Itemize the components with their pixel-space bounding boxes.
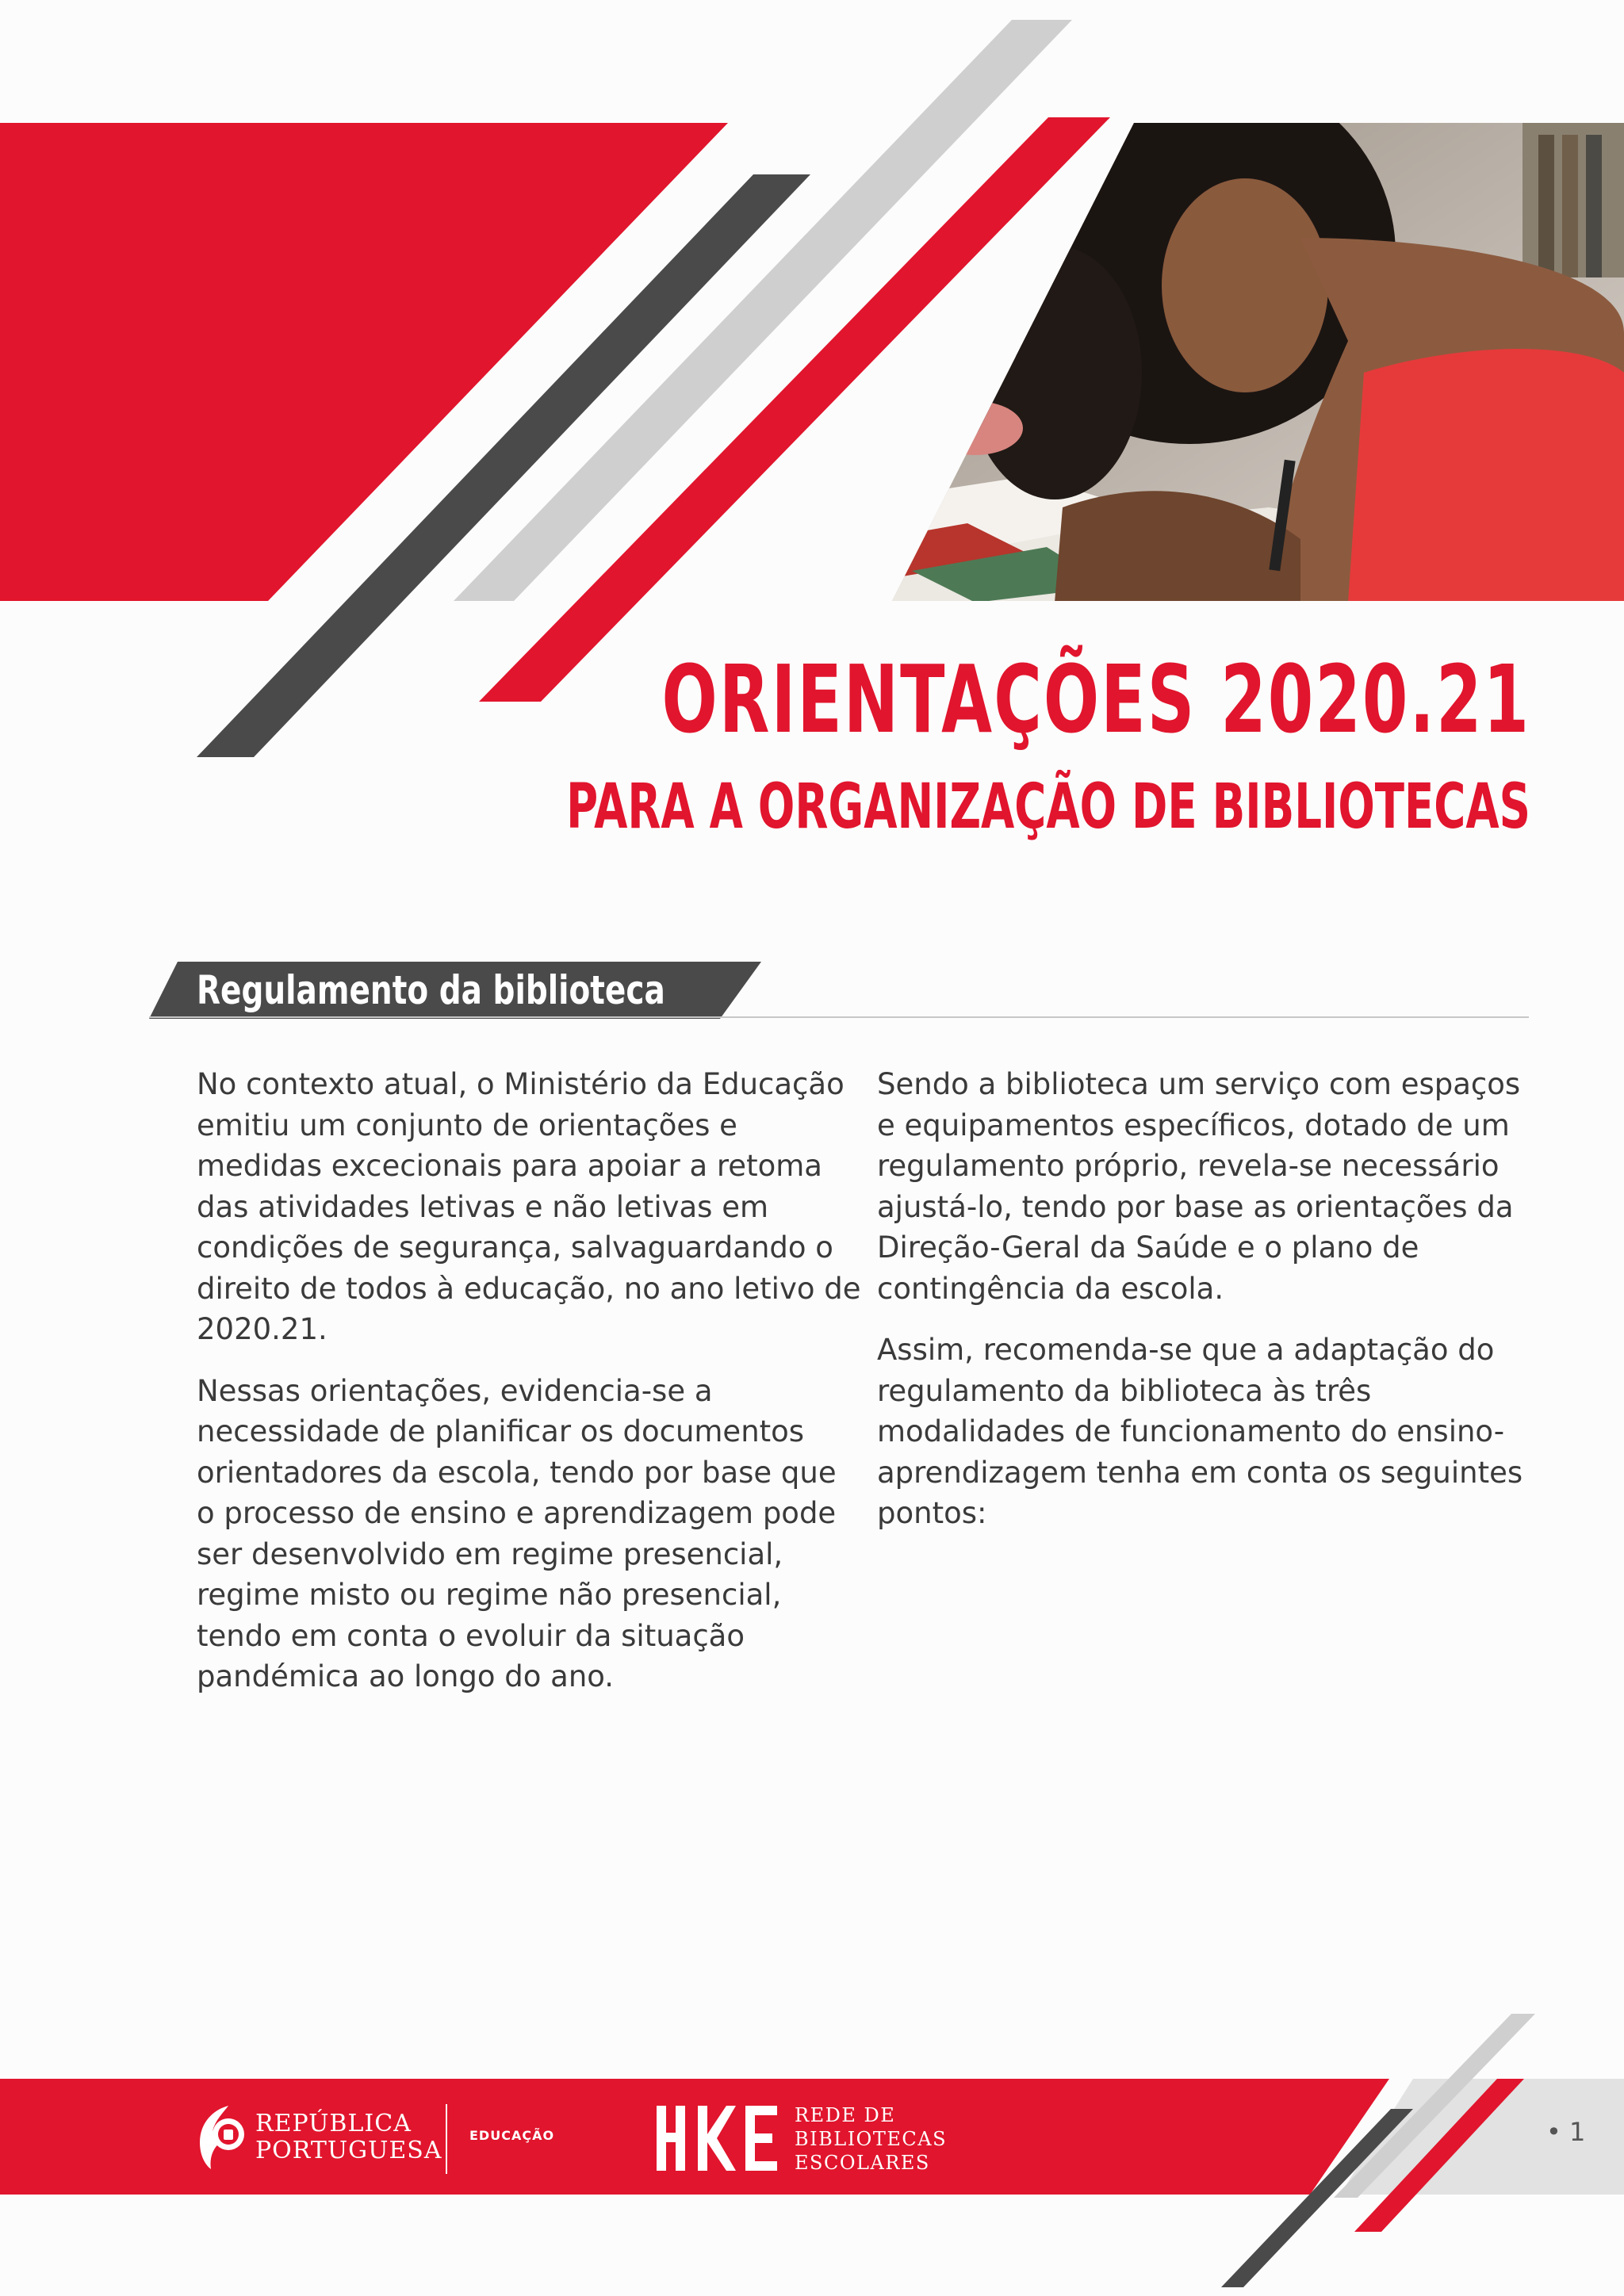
- logo-divider: [446, 2104, 447, 2174]
- paragraph: No contexto atual, o Ministério da Educação emitiu um conjunto de orientações e medidas excecionais para apoiar a retoma das atividades letivas e não letivas em condições de segurança, salvaguardando o direito de todos à educação, no ano letivo de 2020.21.: [197, 1067, 861, 1346]
- logo-line: BIBLIOTECAS: [795, 2128, 948, 2150]
- paragraph: Assim, recomenda-se que a adaptação do regulamento da biblioteca às três modalidades de funcionamento do ensino-aprendizagem tenha em conta os seguintes pontos:: [877, 1333, 1523, 1530]
- paragraph: Nessas orientações, evidencia-se a necessidade de planificar os documentos orientadores da escola, tendo por base que o processo de ensino e aprendizagem pode ser desenvolvido em regime presencial, regime misto ou regime não presencial, tendo em conta o evoluir da situação pandémica ao longo do ano.: [197, 1373, 837, 1693]
- republica-portuguesa-logotype: [255, 2110, 442, 2164]
- rbe-logo-icon: [657, 2106, 783, 2171]
- ministry-label: EDUCAÇÃO: [469, 2128, 555, 2143]
- logo-line: REPÚBLICA: [255, 2110, 412, 2137]
- page-number: • 1: [1546, 2117, 1586, 2147]
- document-subtitle: PARA A ORGANIZAÇÃO DE BIBLIOTECAS: [566, 771, 1530, 843]
- logo-line: ESCOLARES: [795, 2152, 930, 2174]
- left-column: [197, 1064, 863, 1718]
- logo-line: PORTUGUESA: [255, 2137, 442, 2164]
- document-title: ORIENTAÇÕES 2020.21: [661, 645, 1530, 754]
- republica-portuguesa-emblem-icon: [197, 2103, 247, 2171]
- section-title: Regulamento da biblioteca: [197, 967, 665, 1013]
- section-divider: [149, 1016, 1529, 1018]
- right-column: [877, 1064, 1543, 1555]
- paragraph: Sendo a biblioteca um serviço com espaços e equipamentos específicos, dotado de um regulamento próprio, revela-se necessário ajustá-lo, tendo por base as orientações da Direção-Geral da Saúde e o plano de contingência da escola.: [877, 1067, 1521, 1306]
- rbe-logotype: [795, 2103, 947, 2175]
- logo-line: REDE DE: [795, 2104, 896, 2126]
